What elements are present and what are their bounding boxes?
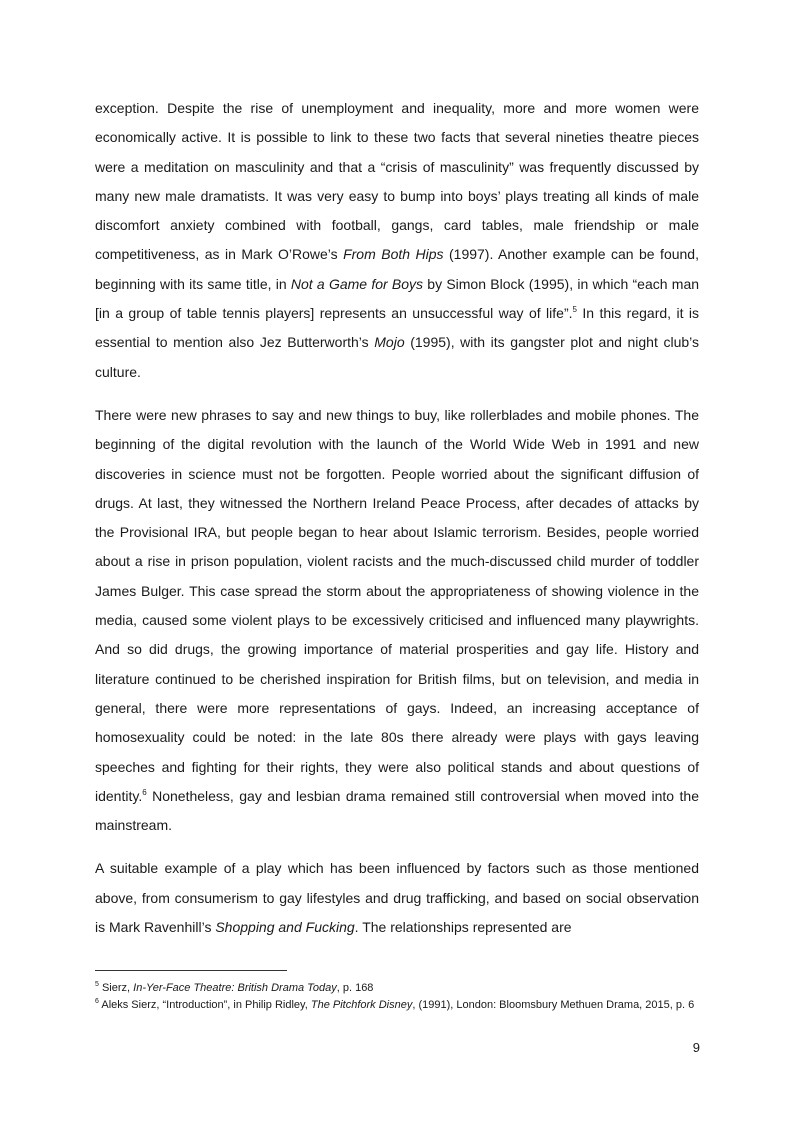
text-run: , (1991), London: Bloomsbury Methuen Drama, 2015, p. 6 — [412, 998, 695, 1011]
italic-title: Mojo — [374, 334, 405, 351]
text-run: exception. Despite the rise of unemployment and inequality, more and more women were economically active. It is possible to link to these two facts that several nineties theatre pieces were a meditation on masculinity and that a “crisis of masculinity” was frequently discussed by many new male dramatists. It was very easy to bump into boys’ plays treating all kinds of male discomfort anxiety combined with football, gangs, card tables, male friendship or male competitiveness, as in Mark O’Rowe’s — [95, 100, 699, 263]
paragraph-3 — [95, 854, 699, 942]
footnote-5 — [95, 980, 699, 997]
text-run: A suitable example of a play which has been influenced by factors such as those mentioned above, from consumerism to gay lifestyles and drug trafficking, and based on social observation is Mark Ravenhill’s — [95, 860, 699, 936]
italic-title: The Pitchfork Disney — [310, 998, 413, 1011]
text-run: Sierz, — [98, 982, 134, 994]
text-run: There were new phrases to say and new things to buy, like rollerblades and mobile phones. The beginning of the digital revolution with the launch of the World Wide Web in 1991 and new discoveries in science must not be forgotten. People worried about the significant diffusion of drugs. At last, they witnessed the Northern Ireland Peace Process, after decades of attacks by the Provisional IRA, but people began to hear about Islamic terrorism. Besides, people worried about a rise in prison population, violent racists and the much-discussed child murder of toddler James Bulger. This case spread the storm about the appropriateness of showing violence in the media, caused some violent plays to be excessively criticised and influenced many playwrights. And so did drugs, the growing importance of material prosperities and gay life. History and literature continued to be cherished inspiration for British films, but on television, and media in general, there were more representations of gays. Indeed, an increasing acceptance of homosexuality could be noted: in the late 80s there already were plays with gays leaving speeches and fighting for their rights, they were also political stands and about questions of identity. — [95, 406, 699, 804]
footnote-6 — [95, 997, 699, 1014]
paragraph-1 — [95, 94, 699, 387]
italic-title: In-Yer-Face Theatre: British Drama Today — [133, 982, 337, 994]
paragraph-2 — [95, 401, 699, 840]
text-run: , p. 168 — [336, 982, 374, 994]
footnote-ref: 5 — [572, 305, 577, 315]
footnotes — [95, 980, 699, 1013]
text-run: Aleks Sierz, “Introduction”, in Philip Ridley, — [98, 998, 311, 1011]
text-run: by Simon Block (1995), in which “each man [in a group of table tennis players] represents an unsuccessful way of life”. — [95, 275, 700, 322]
italic-title: Not a Game for Boys — [290, 275, 424, 292]
italic-title: From Both Hips — [343, 246, 444, 263]
text-run: (1995), with its gangster plot and night club’s culture. — [95, 334, 699, 380]
body-text — [95, 94, 699, 942]
text-run: In this regard, it is essential to mention also Jez Butterworth’s — [95, 305, 699, 351]
footnote-ref: 5 — [95, 981, 99, 988]
italic-title: Shopping and Fucking — [215, 919, 355, 936]
text-run: (1997). Another example can be found, beginning with its same title, in — [95, 246, 699, 292]
footnote-ref: 6 — [142, 787, 147, 797]
footnote-separator — [95, 970, 287, 971]
footnote-ref: 6 — [95, 997, 99, 1005]
text-run: . The relationships represented are — [354, 919, 572, 936]
text-run: Nonetheless, gay and lesbian drama remained still controversial when moved into the mainstream. — [95, 787, 699, 834]
page-number: 9 — [692, 1040, 700, 1055]
